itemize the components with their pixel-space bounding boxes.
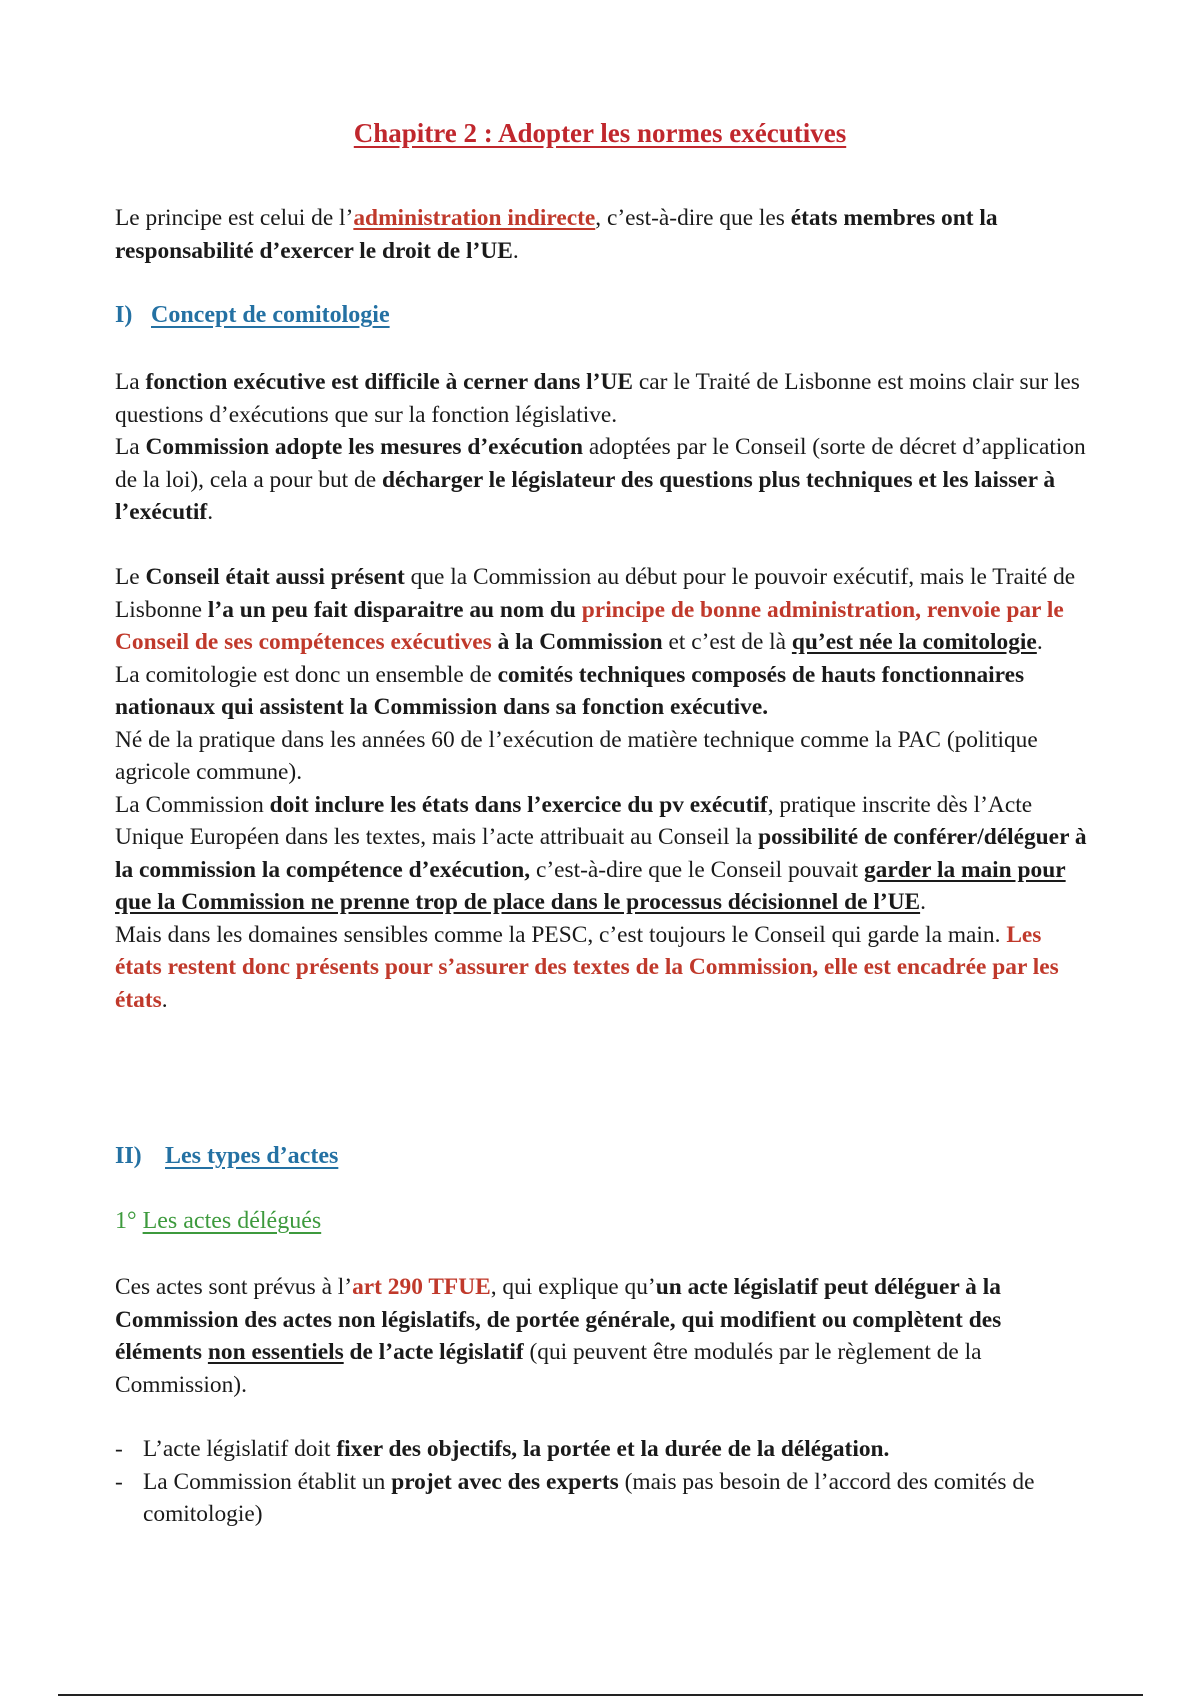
- paragraph: La comitologie est donc un ensemble de comités techniques composés de hauts fonctionnaires nationaux qui assistent la Commission dans sa fonction exécutive.: [115, 661, 1025, 720]
- paragraph: La fonction exécutive est difficile à cerner dans l’UE car le Traité de Lisbonne est moins clair sur les questions d’exécutions que sur la fonction législative.: [115, 369, 1080, 428]
- intro-paragraph: Le principe est celui de l’administration indirecte, c’est-à-dire que les états membres ont la responsabilité d’exercer le droit de l’UE.: [115, 205, 998, 264]
- section-heading-2: II) Les types d’actes: [115, 1143, 339, 1169]
- paragraph: La Commission adopte les mesures d’exécution adoptées par le Conseil (sorte de décret d’application de la loi), cela a pour but de décharger le législateur des questions plus techniques et les laisser à l’exécutif.: [115, 434, 1086, 525]
- paragraph: Mais dans les domaines sensibles comme la PESC, c’est toujours le Conseil qui garde la main. Les états restent donc présents pour s’assurer des textes de la Commission, elle est encadrée par les états.: [115, 921, 1059, 1013]
- subsection-heading-1: 1° Les actes délégués: [115, 1208, 322, 1234]
- page-title: Chapitre 2 : Adopter les normes exécutives: [353, 118, 847, 148]
- paragraph: Né de la pratique dans les années 60 de l’exécution de matière technique comme la PAC (politique agricole commune).: [115, 726, 1038, 785]
- paragraph: Le Conseil était aussi présent que la Commission au début pour le pouvoir exécutif, mais le Traité de Lisbonne l’a un peu fait disparaitre au nom du principe de bonne administration, renvoie par le Conseil de ses compétences exécutives à la Commission et c’est de là qu’est née la comitologie.: [115, 564, 1076, 655]
- paragraph: La Commission doit inclure les états dans l’exercice du pv exécutif, pratique inscrite dès l’Acte Unique Européen dans les textes, mais l’acte attribuait au Conseil la possibilité de conférer/déléguer à la commission la compétence d’exécution, c’est-à-dire que le Conseil pouvait garder la main pour que la Commission ne prenne trop de place dans le processus décisionnel de l’UE.: [115, 791, 1087, 915]
- bullet-list: [115, 1433, 1090, 1531]
- section-1-body: [115, 366, 1090, 1016]
- paragraph: Ces actes sont prévus à l’art 290 TFUE, qui explique qu’un acte législatif peut déléguer à la Commission des actes non législatifs, de portée générale, qui modifient ou complètent des éléments non essentiels de l’acte législatif (qui peuvent être modulés par le règlement de la Commission).: [115, 1274, 1002, 1398]
- list-item: - La Commission établit un projet avec des experts (mais pas besoin de l’accord des comités de comitologie): [115, 1468, 1035, 1527]
- section-heading-1: I) Concept de comitologie: [115, 302, 390, 328]
- list-item: - L’acte législatif doit fixer des objectifs, la portée et la durée de la délégation.: [115, 1436, 890, 1462]
- page-bottom-divider: [58, 1694, 1143, 1696]
- highlight-administration-indirecte: administration indirecte: [353, 205, 596, 231]
- section-2-body: [115, 1271, 1090, 1401]
